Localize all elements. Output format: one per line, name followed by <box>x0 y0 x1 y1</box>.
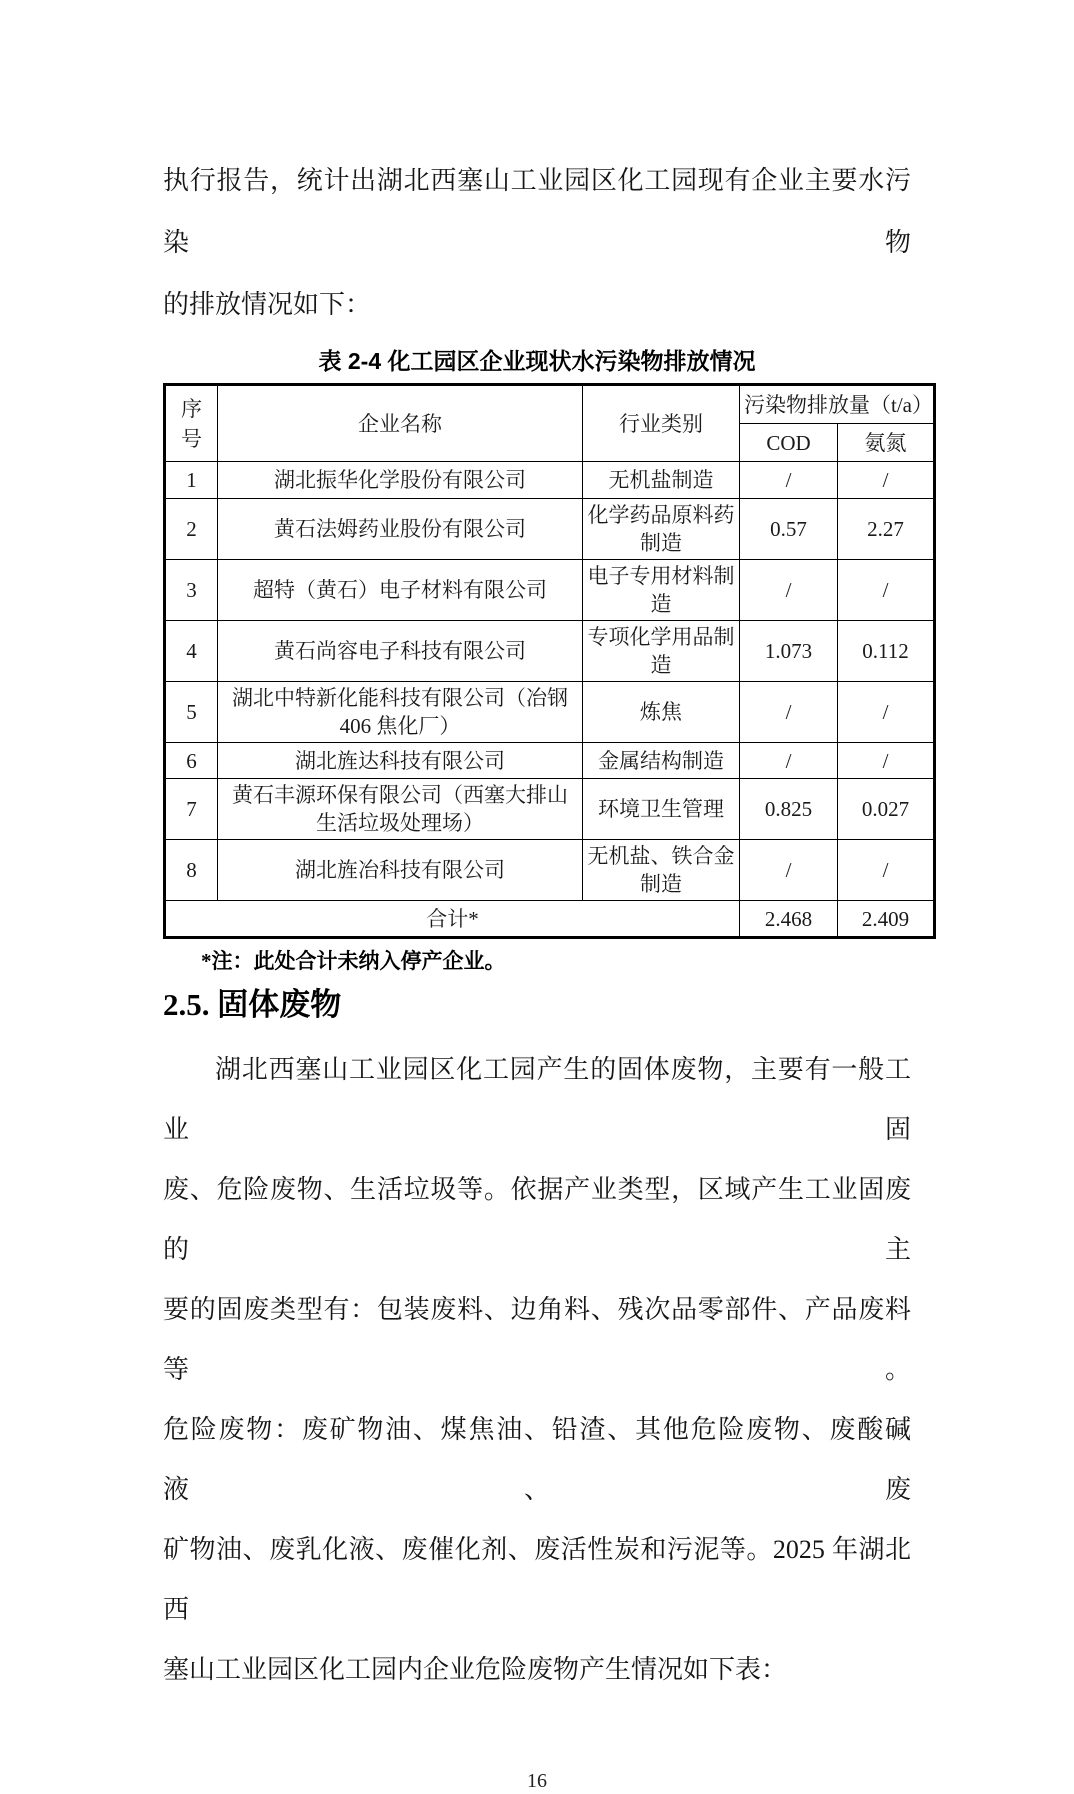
paragraph-line: 塞山工业园区化工园内企业危险废物产生情况如下表： <box>163 1655 788 1684</box>
cell-industry: 金属结构制造 <box>583 743 740 779</box>
cell-industry: 专项化学用品制造 <box>583 621 740 682</box>
header-cod: COD <box>740 424 838 462</box>
cell-ammonia: 0.027 <box>838 779 935 840</box>
cell-index: 8 <box>165 840 218 901</box>
cell-cod: / <box>740 840 838 901</box>
table-row <box>165 499 935 560</box>
intro-paragraph <box>163 150 911 336</box>
cell-company: 湖北旌达科技有限公司 <box>218 743 583 779</box>
cell-company: 黄石丰源环保有限公司（西塞大排山生活垃圾处理场） <box>218 779 583 840</box>
table-row <box>165 779 935 840</box>
paragraph-line: 废、危险废物、生活垃圾等。依据产业类型，区域产生工业固废的主 <box>163 1175 911 1264</box>
cell-cod: 0.825 <box>740 779 838 840</box>
cell-ammonia: 2.27 <box>838 499 935 560</box>
cell-industry: 炼焦 <box>583 682 740 743</box>
total-cod: 2.468 <box>740 901 838 938</box>
cell-index: 2 <box>165 499 218 560</box>
cell-ammonia: / <box>838 743 935 779</box>
cell-ammonia: / <box>838 682 935 743</box>
section-paragraph <box>163 1040 911 1700</box>
table-row <box>165 840 935 901</box>
table-total-row <box>165 901 935 938</box>
table-row <box>165 682 935 743</box>
paragraph-line: 的排放情况如下： <box>163 290 372 319</box>
table-row <box>165 560 935 621</box>
header-company: 企业名称 <box>218 385 583 462</box>
cell-ammonia: / <box>838 560 935 621</box>
cell-company: 湖北旌冶科技有限公司 <box>218 840 583 901</box>
table-header-row <box>165 385 935 424</box>
paragraph-line: 矿物油、废乳化液、废催化剂、废活性炭和污泥等。2025 年湖北西 <box>163 1535 911 1624</box>
cell-ammonia: / <box>838 840 935 901</box>
cell-industry: 环境卫生管理 <box>583 779 740 840</box>
header-index-label: 序号 <box>180 396 202 451</box>
cell-cod: / <box>740 682 838 743</box>
paragraph-line: 危险废物：废矿物油、煤焦油、铅渣、其他危险废物、废酸碱液、废 <box>163 1415 911 1504</box>
table-row <box>165 462 935 499</box>
total-label: 合计* <box>165 901 740 938</box>
cell-cod: 1.073 <box>740 621 838 682</box>
table-title: 表 2-4 化工园区企业现状水污染物排放情况 <box>318 348 756 374</box>
cell-cod: / <box>740 743 838 779</box>
page-number: 16 <box>527 1770 547 1792</box>
cell-company: 黄石尚容电子科技有限公司 <box>218 621 583 682</box>
cell-company: 黄石法姆药业股份有限公司 <box>218 499 583 560</box>
cell-index: 1 <box>165 462 218 499</box>
cell-industry: 无机盐制造 <box>583 462 740 499</box>
cell-industry: 无机盐、铁合金制造 <box>583 840 740 901</box>
cell-index: 5 <box>165 682 218 743</box>
section-heading: 2.5. 固体废物 <box>163 987 342 1022</box>
header-ammonia: 氨氮 <box>838 424 935 462</box>
table-note: *注：此处合计未纳入停产企业。 <box>201 949 506 973</box>
emissions-table <box>163 383 936 939</box>
cell-ammonia: 0.112 <box>838 621 935 682</box>
paragraph-line: 执行报告，统计出湖北西塞山工业园区化工园现有企业主要水污染物 <box>163 166 911 257</box>
paragraph-line: 要的固废类型有：包装废料、边角料、残次品零部件、产品废料等。 <box>163 1295 911 1384</box>
cell-company: 超特（黄石）电子材料有限公司 <box>218 560 583 621</box>
cell-ammonia: / <box>838 462 935 499</box>
cell-cod: / <box>740 560 838 621</box>
cell-company: 湖北振华化学股份有限公司 <box>218 462 583 499</box>
cell-cod: / <box>740 462 838 499</box>
table-row <box>165 621 935 682</box>
total-ammonia: 2.409 <box>838 901 935 938</box>
cell-index: 6 <box>165 743 218 779</box>
cell-index: 4 <box>165 621 218 682</box>
header-index <box>165 385 218 462</box>
cell-industry: 化学药品原料药制造 <box>583 499 740 560</box>
cell-index: 3 <box>165 560 218 621</box>
paragraph-line: 湖北西塞山工业园区化工园产生的固体废物，主要有一般工业固 <box>163 1055 911 1144</box>
cell-industry: 电子专用材料制造 <box>583 560 740 621</box>
cell-index: 7 <box>165 779 218 840</box>
header-emission-group: 污染物排放量（t/a） <box>740 385 935 424</box>
cell-cod: 0.57 <box>740 499 838 560</box>
cell-company: 湖北中特新化能科技有限公司（冶钢 406 焦化厂） <box>218 682 583 743</box>
table-row <box>165 743 935 779</box>
header-industry: 行业类别 <box>583 385 740 462</box>
